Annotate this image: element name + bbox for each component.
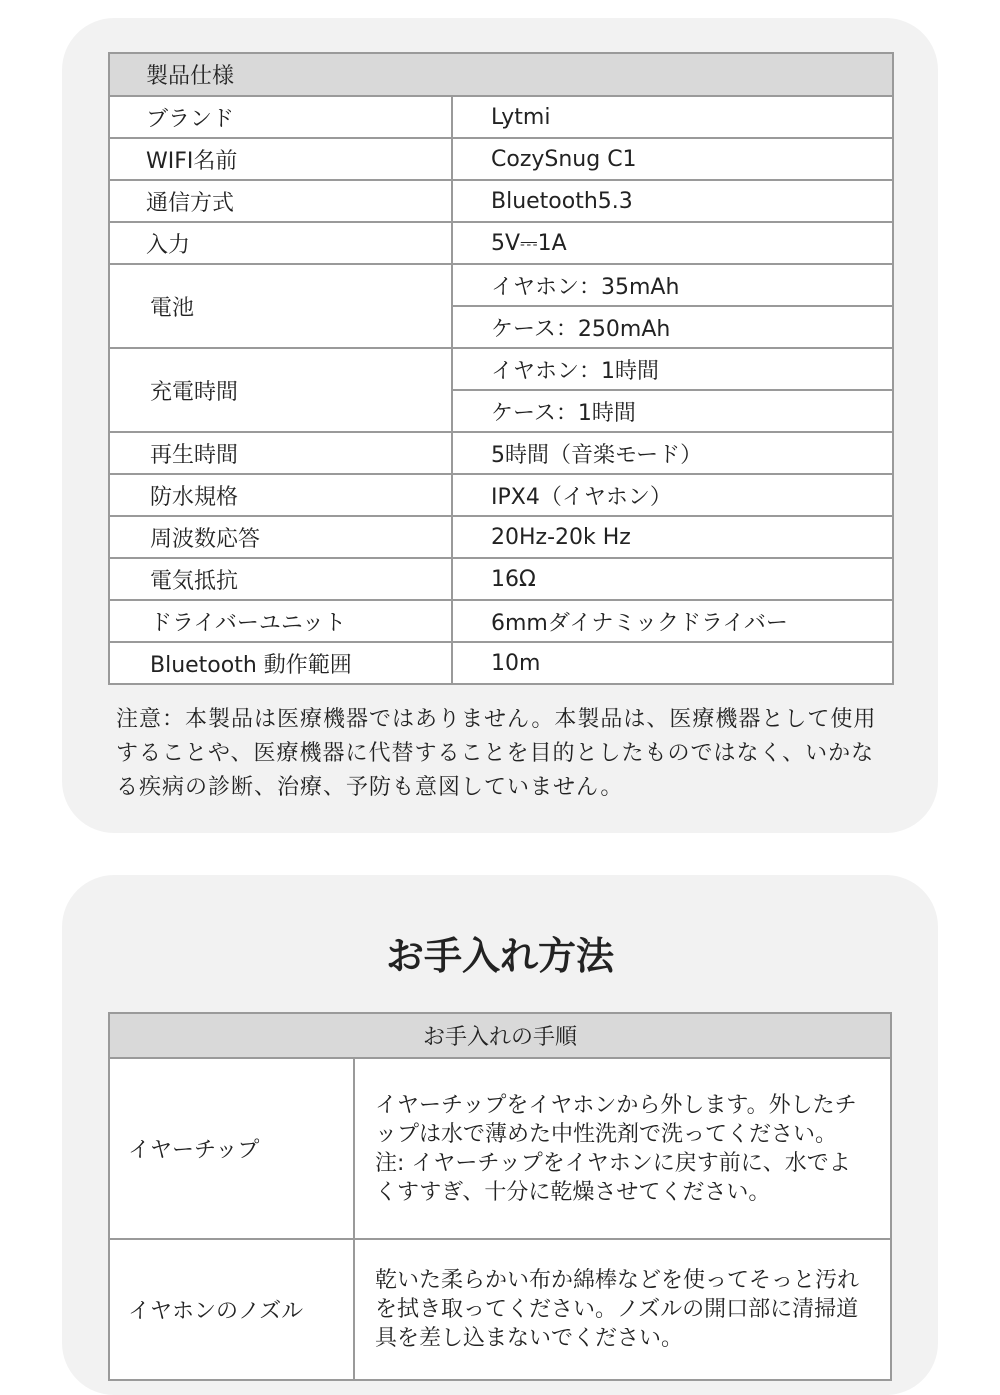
spec-key: WIFI名前 <box>109 138 452 180</box>
spec-key: ブランド <box>109 96 452 138</box>
care-item-instructions <box>354 1058 891 1239</box>
spec-key: 通信方式 <box>109 180 452 222</box>
spec-key: 防水規格 <box>109 474 452 516</box>
care-table <box>108 1012 892 1381</box>
care-header-row <box>109 1013 891 1058</box>
table-row <box>109 348 893 390</box>
table-row <box>109 264 893 306</box>
table-row <box>109 96 893 138</box>
spec-key: Bluetooth 動作範囲 <box>109 642 452 684</box>
spec-value: Bluetooth5.3 <box>452 180 893 222</box>
spec-table <box>108 52 894 685</box>
care-instruction-text: イヤーチップをイヤホンから外します。外したチップは水で薄めた中性洗剤で洗ってください。 <box>375 1092 857 1147</box>
care-header: お手入れの手順 <box>109 1013 891 1058</box>
spec-key: 電池 <box>109 264 452 348</box>
table-row <box>109 516 893 558</box>
care-item-instructions <box>354 1239 891 1380</box>
spec-header-row <box>109 53 893 96</box>
spec-key: 充電時間 <box>109 348 452 432</box>
table-row <box>109 558 893 600</box>
spec-header: 製品仕様 <box>109 53 893 96</box>
spec-value: 5V⎓1A <box>452 222 893 264</box>
table-row <box>109 432 893 474</box>
spec-value: CozySnug C1 <box>452 138 893 180</box>
care-instruction-text: 乾いた柔らかい布か綿棒などを使ってそっと汚れを拭き取ってください。ノズルの開口部に清掃道具を差し込まないでください。 <box>375 1268 860 1351</box>
spec-value: IPX4（イヤホン） <box>452 474 893 516</box>
spec-value: ケース：250mAh <box>452 306 893 348</box>
care-item-label: イヤーチップ <box>109 1058 354 1239</box>
spec-value: Lytmi <box>452 96 893 138</box>
spec-value: 10m <box>452 642 893 684</box>
spec-value: 16Ω <box>452 558 893 600</box>
spec-key: 再生時間 <box>109 432 452 474</box>
care-item-label: イヤホンのノズル <box>109 1239 354 1380</box>
spec-value: 20Hz-20k Hz <box>452 516 893 558</box>
table-row <box>109 600 893 642</box>
spec-value: 6mmダイナミックドライバー <box>452 600 893 642</box>
spec-key: 入力 <box>109 222 452 264</box>
table-row <box>109 1058 891 1239</box>
care-section-title: お手入れ方法 <box>385 934 614 978</box>
spec-value: ケース：1時間 <box>452 390 893 432</box>
care-instruction-note: 注: イヤーチップをイヤホンに戻す前に、水でよくすすぎ、十分に乾燥させてください。 <box>375 1150 851 1205</box>
spec-key: 電気抵抗 <box>109 558 452 600</box>
table-row <box>109 222 893 264</box>
table-row <box>109 474 893 516</box>
table-row <box>109 138 893 180</box>
spec-value: イヤホン：35mAh <box>452 264 893 306</box>
spec-key: ドライバーユニット <box>109 600 452 642</box>
spec-key: 周波数応答 <box>109 516 452 558</box>
medical-disclaimer-note: 注意：本製品は医療機器ではありません。本製品は、医療機器として使用することや、医療機器に代替することを目的としたものではなく、いかなる疾病の診断、治療、予防も意図していません。 <box>116 707 877 800</box>
table-row <box>109 180 893 222</box>
table-row <box>109 642 893 684</box>
spec-value: イヤホン：1時間 <box>452 348 893 390</box>
spec-value: 5時間（音楽モード） <box>452 432 893 474</box>
table-row <box>109 1239 891 1380</box>
